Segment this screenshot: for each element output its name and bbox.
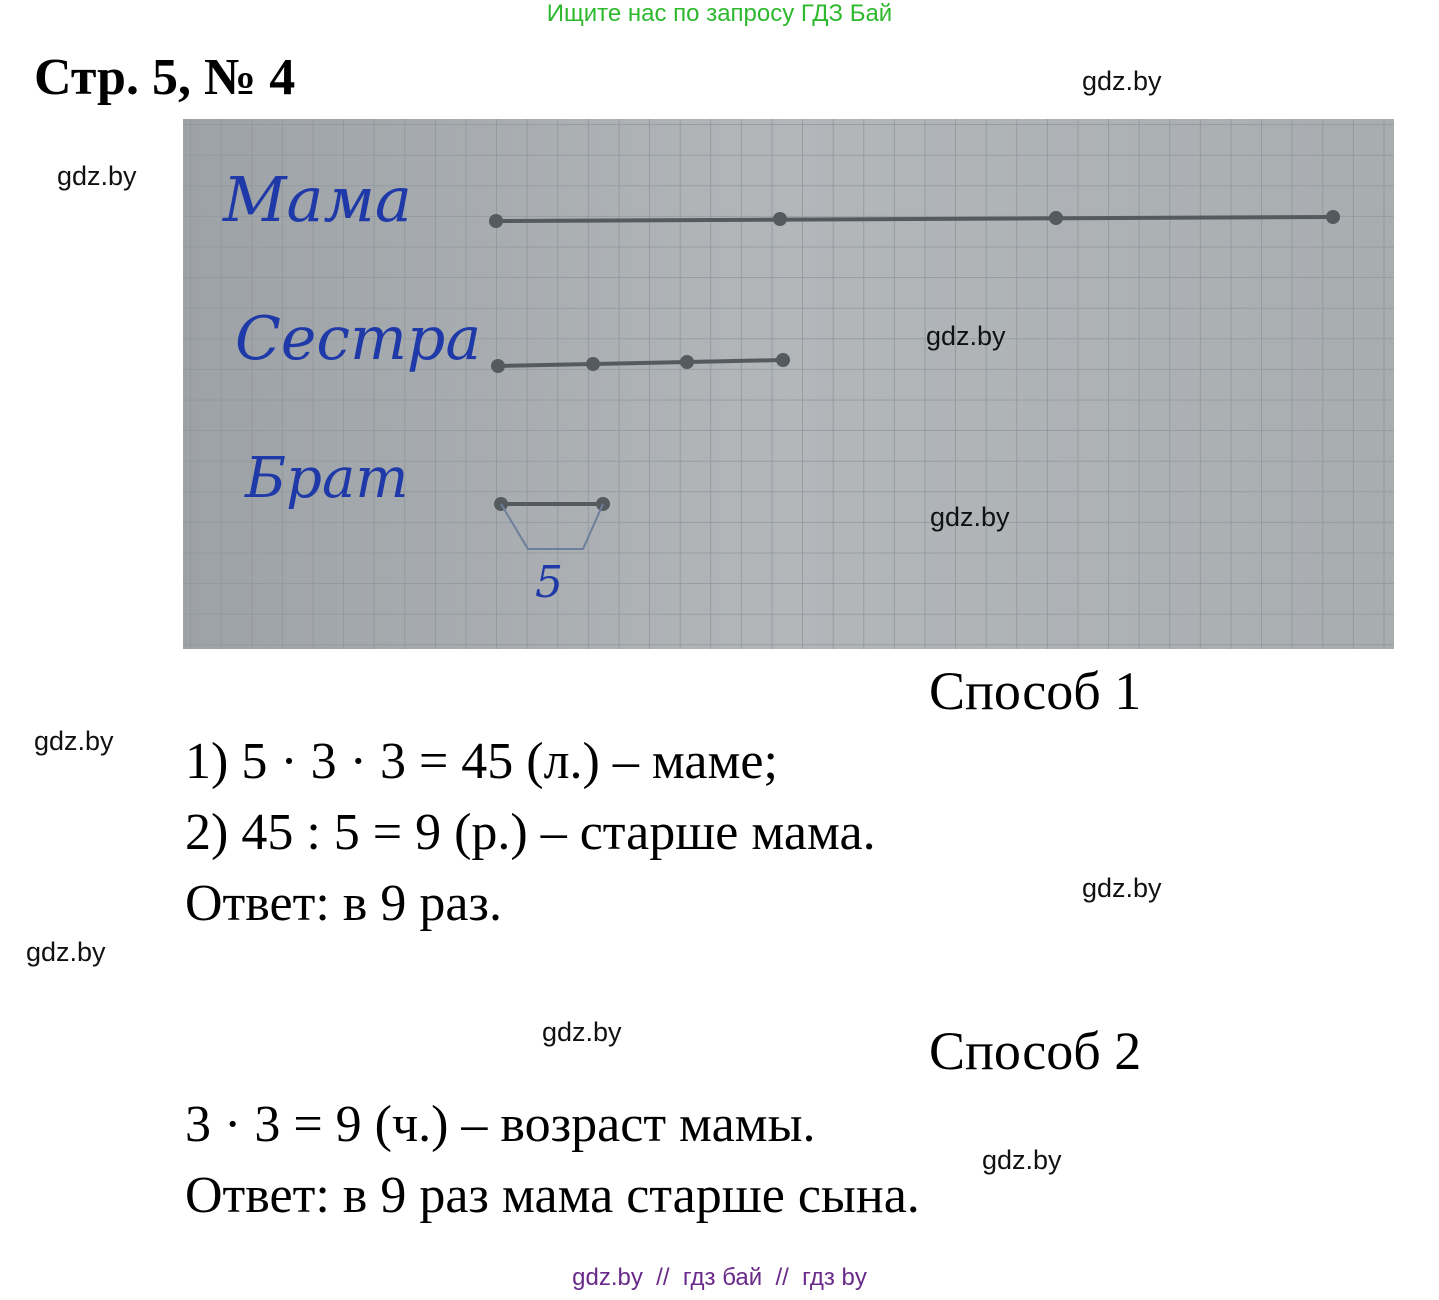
notebook-diagram-photo [183, 119, 1394, 649]
watermark: gdz.by [982, 1145, 1062, 1175]
mom-point [1326, 210, 1340, 224]
method-1-answer: Ответ: в 9 раз. [185, 875, 502, 932]
watermark: gdz.by [1082, 66, 1162, 96]
method-2-answer: Ответ: в 9 раз мама старше сына. [185, 1167, 920, 1224]
watermark: gdz.by [34, 726, 114, 756]
method-2-heading: Способ 2 [929, 1021, 1142, 1081]
search-banner[interactable]: Ищите нас по запросу ГДЗ Бай [546, 0, 893, 27]
sister-point [680, 355, 694, 369]
brother-value: 5 [535, 557, 563, 608]
mom-point [1049, 211, 1063, 225]
label-sister: Сестра [235, 304, 482, 374]
watermark: gdz.by [930, 502, 1010, 532]
watermark: gdz.by [1082, 873, 1162, 903]
page-title: Стр. 5, № 4 [34, 49, 296, 106]
watermark: gdz.by [542, 1017, 622, 1047]
watermark: gdz.by [26, 937, 106, 967]
method-1-step: 1) 5 · 3 · 3 = 45 (л.) – маме; [185, 733, 778, 790]
method-1-heading: Способ 1 [929, 661, 1142, 721]
watermark: gdz.by [926, 321, 1006, 351]
watermark: gdz.by [57, 161, 137, 191]
footer-links[interactable]: gdz.by // гдз бай // гдз by [572, 1264, 867, 1291]
sister-point [776, 353, 790, 367]
method-2-step: 3 · 3 = 9 (ч.) – возраст мамы. [185, 1096, 816, 1153]
sister-point [586, 357, 600, 371]
label-brother: Брат [245, 446, 409, 511]
mom-point [489, 214, 503, 228]
label-mom: Мама [223, 163, 412, 236]
mom-point [773, 212, 787, 226]
sister-point [491, 359, 505, 373]
method-1-step: 2) 45 : 5 = 9 (р.) – старше мама. [185, 804, 876, 861]
